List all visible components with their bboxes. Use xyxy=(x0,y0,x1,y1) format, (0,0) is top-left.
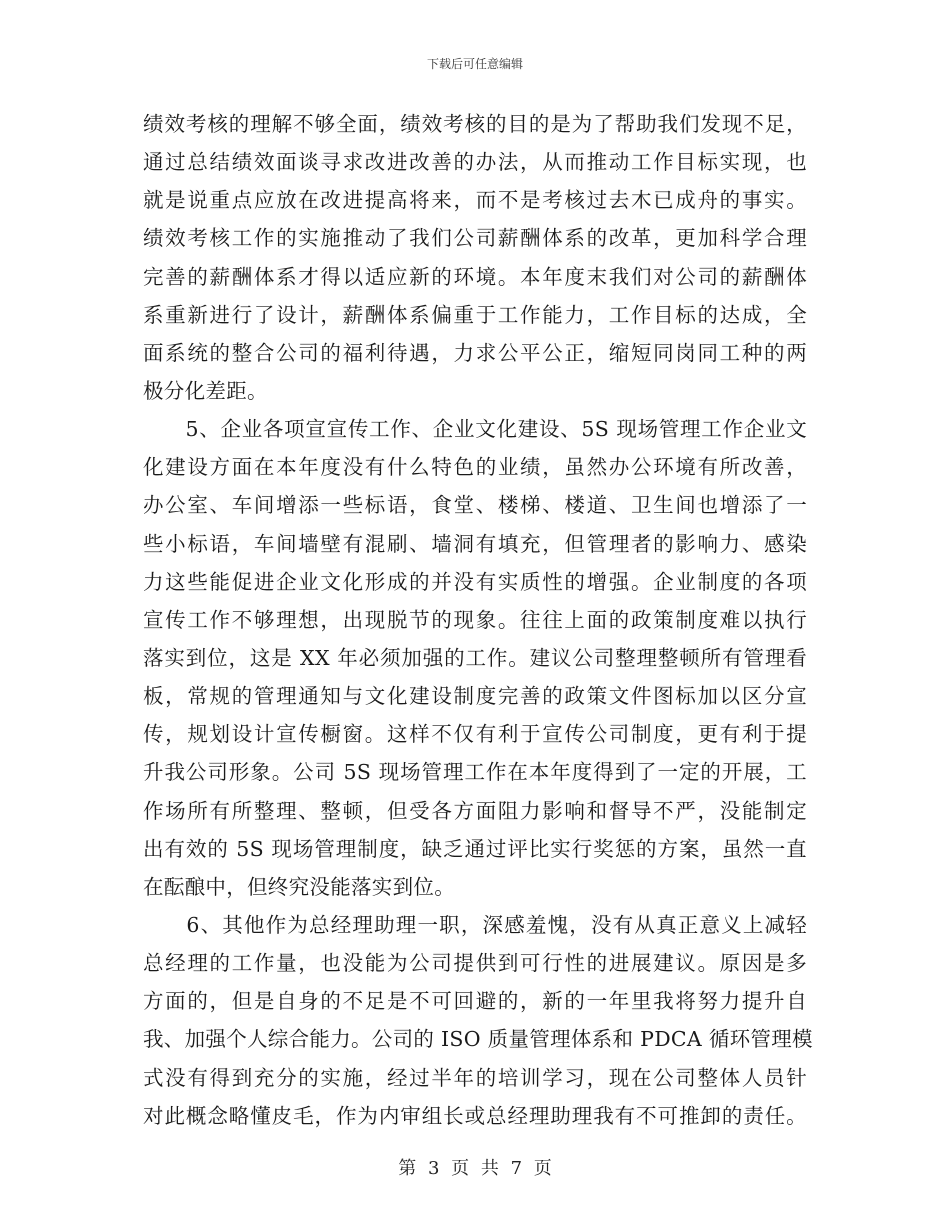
text-line: 极分化差距。 xyxy=(143,378,268,403)
text-line: 就是说重点应放在改进提高将来，而不是考核过去木已成舟的事实。 xyxy=(143,188,807,213)
text-line: 面系统的整合公司的福利待遇，力求公平公正，缩短同岗同工种的两 xyxy=(143,340,807,365)
text-line: 力这些能促进企业文化形成的并没有实质性的增强。企业制度的各项 xyxy=(143,569,807,594)
text-line: 在酝酿中，但终究没能落实到位。 xyxy=(143,874,455,899)
text-line: 对此概念略懂皮毛，作为内审组长或总经理助理我有不可推卸的责任。 xyxy=(143,1103,807,1128)
paragraph xyxy=(143,105,807,219)
text-line: 办公室、车间增添一些标语，食堂、楼梯、楼道、卫生间也增添了一 xyxy=(143,493,807,518)
text-line: 式没有得到充分的实施，经过半年的培训学习，现在公司整体人员针 xyxy=(143,1065,807,1090)
text-line: 出有效的 5S 现场管理制度，缺乏通过评比实行奖惩的方案，虽然一直 xyxy=(143,836,807,861)
text-line: 绩效考核工作的实施推动了我们公司薪酬体系的改革，更加科学合理 xyxy=(143,226,807,251)
text-line: 我、加强个人综合能力。公司的 ISO 质量管理体系和 PDCA 循环管理模 xyxy=(143,1027,813,1052)
paragraph xyxy=(143,410,807,906)
text-line: 绩效考核的理解不够全面，绩效考核的目的是为了帮助我们发现不足， xyxy=(143,112,807,136)
text-line: 5、企业各项宣宣传工作、企业文化建设、5S 现场管理工作企业文 xyxy=(143,417,807,442)
text-line: 完善的薪酬体系才得以适应新的环境。本年度末我们对公司的薪酬体 xyxy=(143,264,807,289)
text-line: 升我公司形象。公司 5S 现场管理工作在本年度得到了一定的开展，工 xyxy=(143,760,807,785)
text-line: 些小标语，车间墙壁有混刷、墙洞有填充，但管理者的影响力、感染 xyxy=(143,531,807,556)
paragraph xyxy=(143,906,813,1135)
text-line: 宣传工作不够理想，出现脱节的现象。往往上面的政策制度难以执行 xyxy=(143,607,807,632)
text-line: 落实到位，这是 XX 年必须加强的工作。建议公司整理整顿所有管理看 xyxy=(143,645,807,670)
text-line: 作场所有所整理、整顿，但受各方面阻力影响和督导不严，没能制定 xyxy=(143,798,807,823)
paragraph xyxy=(143,219,807,410)
text-line: 系重新进行了设计，薪酬体系偏重于工作能力，工作目标的达成，全 xyxy=(143,302,807,327)
document-body xyxy=(143,105,813,1135)
text-line: 通过总结绩效面谈寻求改进改善的办法，从而推动工作目标实现，也 xyxy=(143,150,807,175)
text-line: 6、其他作为总经理助理一职，深感羞愧，没有从真正意义上减轻 xyxy=(143,912,807,937)
text-line: 板，常规的管理通知与文化建设制度完善的政策文件图标加以区分宣 xyxy=(143,684,807,709)
page-header: 下载后可任意编辑 xyxy=(426,57,523,71)
text-line: 化建设方面在本年度没有什么特色的业绩，虽然办公环境有所改善， xyxy=(143,455,807,480)
page-number-footer: 第 3 页 共 7 页 xyxy=(398,1158,552,1179)
text-line: 传，规划设计宣传橱窗。这样不仅有利于宣传公司制度，更有利于提 xyxy=(143,722,807,747)
text-line: 方面的，但是自身的不足是不可回避的，新的一年里我将努力提升自 xyxy=(143,989,807,1014)
text-line: 总经理的工作量，也没能为公司提供到可行性的进展建议。原因是多 xyxy=(143,951,807,976)
